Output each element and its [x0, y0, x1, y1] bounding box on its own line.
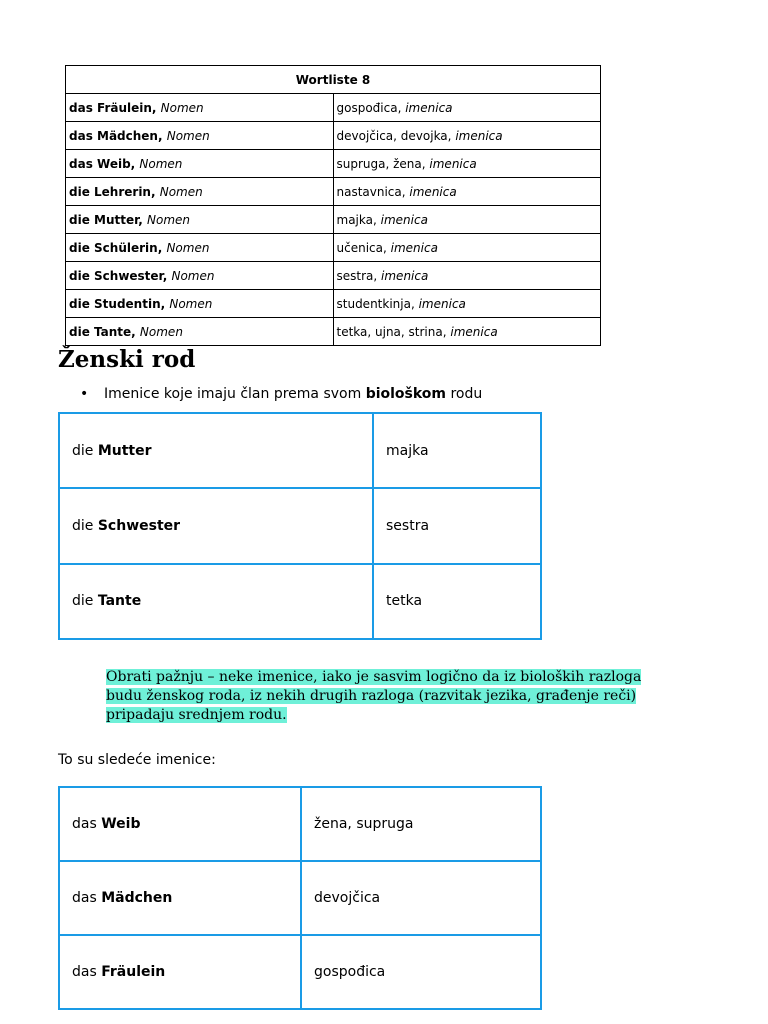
wortliste-title: Wortliste 8 [66, 66, 601, 94]
bullet-text: Imenice koje imaju član prema svom [104, 386, 366, 402]
serbian-word: nastavnica, [336, 184, 406, 199]
noun: Mutter [97, 442, 152, 459]
table-row [66, 318, 601, 346]
german-pos: Nomen [171, 268, 215, 283]
table-row [66, 234, 601, 262]
serbian-word: supruga, žena, [336, 156, 426, 171]
serbian-word: tetka, ujna, strina, [336, 324, 447, 339]
article: das [72, 964, 102, 980]
table-row [66, 122, 601, 150]
table-row [66, 94, 601, 122]
table-row [66, 262, 601, 290]
article: das [72, 816, 102, 832]
german-word: das Fräulein, [69, 100, 157, 115]
serbian-pos: imenica [418, 296, 466, 311]
noun: Schwester [97, 517, 181, 534]
serbian-pos: imenica [390, 240, 438, 255]
bullet-icon: • [80, 386, 89, 402]
bullet-bold-text: biološkom [365, 386, 447, 402]
serbian-word: studentkinja, [336, 296, 415, 311]
article: die [72, 517, 98, 534]
table-row [66, 290, 601, 318]
german-pos: Nomen [169, 296, 213, 311]
noun: Fräulein [101, 964, 166, 980]
bullet-text-suffix: rodu [446, 386, 483, 402]
german-pos: Nomen [147, 212, 191, 227]
serbian-word: gospođica, [336, 100, 402, 115]
section-heading: Ženski rod [58, 346, 196, 373]
table-row [59, 861, 541, 935]
note-line: Obrati pažnju – neke imenice, iako je sasvim logično da iz bioloških razloga [106, 669, 642, 685]
translation: tetka [373, 564, 541, 639]
serbian-pos: imenica [381, 268, 429, 283]
serbian-word: majka, [336, 212, 377, 227]
table-row [59, 787, 541, 861]
serbian-pos: imenica [409, 184, 457, 199]
translation: sestra [373, 488, 541, 563]
german-word: die Mutter, [69, 212, 143, 227]
table-row [59, 935, 541, 1009]
german-word: das Weib, [69, 156, 136, 171]
note-line: budu ženskog roda, iz nekih drugih razloga (razvitak jezika, građenje reči) [106, 688, 637, 704]
translation: devojčica [301, 861, 541, 935]
german-pos: Nomen [139, 156, 183, 171]
bullet-item [80, 386, 482, 402]
german-word: die Schwester, [69, 268, 168, 283]
article: die [72, 442, 98, 459]
german-pos: Nomen [139, 324, 183, 339]
serbian-pos: imenica [429, 156, 477, 171]
table-row [66, 178, 601, 206]
translation: gospođica [301, 935, 541, 1009]
table-row [59, 564, 541, 639]
german-pos: Nomen [159, 184, 203, 199]
german-word: die Schülerin, [69, 240, 163, 255]
note-line: pripadaju srednjem rodu. [106, 707, 287, 723]
table-row [66, 206, 601, 234]
german-pos: Nomen [166, 128, 210, 143]
biological-gender-table [58, 412, 542, 640]
intro-text: To su sledeće imenice: [58, 752, 216, 768]
german-word: die Lehrerin, [69, 184, 156, 199]
serbian-pos: imenica [380, 212, 428, 227]
serbian-pos: imenica [405, 100, 453, 115]
serbian-word: učenica, [336, 240, 387, 255]
serbian-word: devojčica, devojka, [336, 128, 452, 143]
highlighted-note [106, 668, 666, 725]
noun: Mädchen [101, 890, 173, 906]
translation: žena, supruga [301, 787, 541, 861]
german-pos: Nomen [166, 240, 210, 255]
german-pos: Nomen [160, 100, 204, 115]
table-row [59, 413, 541, 488]
serbian-pos: imenica [455, 128, 503, 143]
neuter-gender-table [58, 786, 542, 1010]
wortliste-table [65, 65, 601, 346]
translation: majka [373, 413, 541, 488]
table-row [59, 488, 541, 563]
german-word: die Tante, [69, 324, 136, 339]
serbian-pos: imenica [450, 324, 498, 339]
noun: Weib [101, 816, 141, 832]
table-row [66, 150, 601, 178]
article: die [72, 593, 98, 610]
german-word: das Mädchen, [69, 128, 163, 143]
german-word: die Studentin, [69, 296, 166, 311]
article: das [72, 890, 102, 906]
serbian-word: sestra, [336, 268, 378, 283]
noun: Tante [97, 593, 142, 610]
